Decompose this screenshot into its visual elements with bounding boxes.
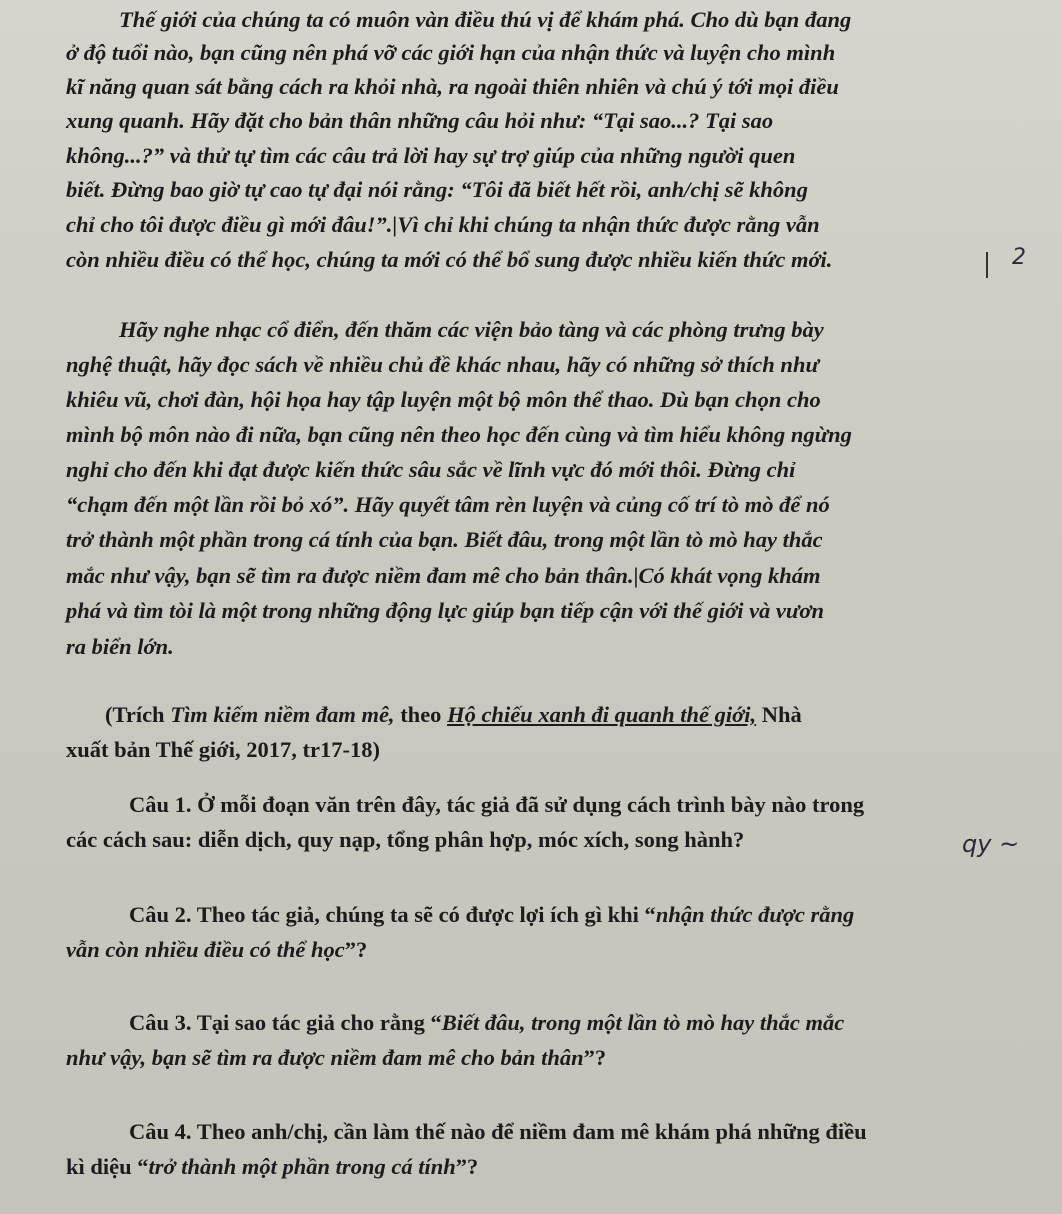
q4-text-b: kì diệu “ [66, 1154, 149, 1179]
q3-text-a: Tại sao tác giả cho rằng “ [191, 1010, 442, 1035]
p2-line-4: mình bộ môn nào đi nữa, bạn cũng nên theo học đến cùng và tìm hiểu không ngừng [66, 422, 852, 447]
p2-line-8: mắc như vậy, bạn sẽ tìm ra được niềm đam mê cho bản thân.|Có khát vọng khám [66, 563, 821, 588]
citation-open: (Trích [105, 702, 171, 727]
p1-line-4: xung quanh. Hãy đặt cho bản thân những câu hỏi như: “Tại sao...? Tại sao [66, 108, 774, 133]
p2-line-7: trở thành một phần trong cá tính của bạn. Biết đâu, trong một lần tò mò hay thắc [66, 527, 823, 552]
question-2-line-2 [66, 935, 367, 965]
q2-quote-b: vẫn còn nhiều điều có thể học [66, 937, 345, 962]
citation-book: Hộ chiếu xanh đi quanh thế giới, [447, 702, 757, 727]
q1-text: Ở mỗi đoạn văn trên đây, tác giả đã sử dụng cách trình bày nào trong [191, 792, 865, 817]
p2-line-5: nghỉ cho đến khi đạt được kiến thức sâu sắc về lĩnh vực đó mới thôi. Đừng chỉ [66, 457, 796, 482]
citation-end: Nhà [756, 702, 802, 727]
q2-quote-a: nhận thức được rằng [655, 902, 855, 927]
q3-end: ”? [583, 1045, 607, 1070]
p1-line-8: còn nhiều điều có thể học, chúng ta mới có thể bổ sung được nhiều kiến thức mới. [66, 247, 833, 272]
q3-label: Câu 3. [129, 1010, 192, 1035]
p1-line-6: biết. Đừng bao giờ tự cao tự đại nói rằng: “Tôi đã biết hết rồi, anh/chị sẽ không [66, 177, 808, 202]
pen-mark-bar [986, 252, 988, 278]
question-1-line-2: các cách sau: diễn dịch, quy nạp, tổng phân hợp, móc xích, song hành? [66, 827, 745, 852]
q4-label: Câu 4. [129, 1119, 192, 1144]
p1-line-1: Thế giới của chúng ta có muôn vàn điều thú vị để khám phá. Cho dù bạn đang [119, 7, 852, 32]
q2-label: Câu 2. [129, 902, 192, 927]
q4-quote: trở thành một phần trong cá tính [148, 1154, 456, 1179]
p1-line-7: chỉ cho tôi được điều gì mới đâu!”.|Vì chỉ khi chúng ta nhận thức được rằng vẫn [66, 212, 820, 237]
p1-line-2: ở độ tuổi nào, bạn cũng nên phá vỡ các giới hạn của nhận thức và luyện cho mình [66, 40, 836, 65]
handwritten-note-1: 2 [1012, 245, 1026, 270]
question-4-line-2 [66, 1152, 478, 1182]
p2-line-6: “chạm đến một lần rồi bỏ xó”. Hãy quyết tâm rèn luyện và củng cố trí tò mò để nó [66, 492, 830, 517]
question-2-line-1 [129, 900, 854, 930]
citation-line-1 [105, 700, 802, 730]
q3-quote-a: Biết đâu, trong một lần tò mò hay thắc mắc [441, 1010, 845, 1035]
q4-end: ”? [455, 1154, 479, 1179]
citation-mid: theo [394, 702, 448, 727]
handwritten-note-2: qy ~ [962, 830, 1020, 858]
p2-line-9: phá và tìm tòi là một trong những động lực giúp bạn tiếp cận với thế giới và vươn [66, 598, 824, 623]
question-1-line-1 [129, 790, 864, 820]
p2-line-3: khiêu vũ, chơi đàn, hội họa hay tập luyện một bộ môn thể thao. Dù bạn chọn cho [66, 387, 821, 412]
q3-quote-b: như vậy, bạn sẽ tìm ra được niềm đam mê cho bản thân [66, 1045, 584, 1070]
q4-text: Theo anh/chị, cần làm thế nào để niềm đam mê khám phá những điều [191, 1119, 867, 1144]
question-4-line-1 [129, 1117, 867, 1147]
question-3-line-1 [129, 1008, 844, 1038]
question-3-line-2 [66, 1043, 606, 1073]
p2-line-1: Hãy nghe nhạc cổ điển, đến thăm các viện bảo tàng và các phòng trưng bày [119, 317, 824, 342]
p2-line-10: ra biển lớn. [66, 634, 174, 659]
q1-label: Câu 1. [129, 792, 192, 817]
p1-line-3: kĩ năng quan sát bằng cách ra khỏi nhà, ra ngoài thiên nhiên và chú ý tới mọi điều [66, 74, 839, 99]
citation-title: Tìm kiếm niềm đam mê, [170, 702, 395, 727]
citation-line-2: xuất bản Thế giới, 2017, tr17-18) [66, 737, 380, 762]
p1-line-5: không...?” và thử tự tìm các câu trả lời hay sự trợ giúp của những người quen [66, 143, 796, 168]
q2-end: ”? [344, 937, 368, 962]
q2-text-a: Theo tác giả, chúng ta sẽ có được lợi ích gì khi “ [191, 902, 656, 927]
p2-line-2: nghệ thuật, hãy đọc sách về nhiều chủ đề khác nhau, hãy có những sở thích như [66, 352, 819, 377]
